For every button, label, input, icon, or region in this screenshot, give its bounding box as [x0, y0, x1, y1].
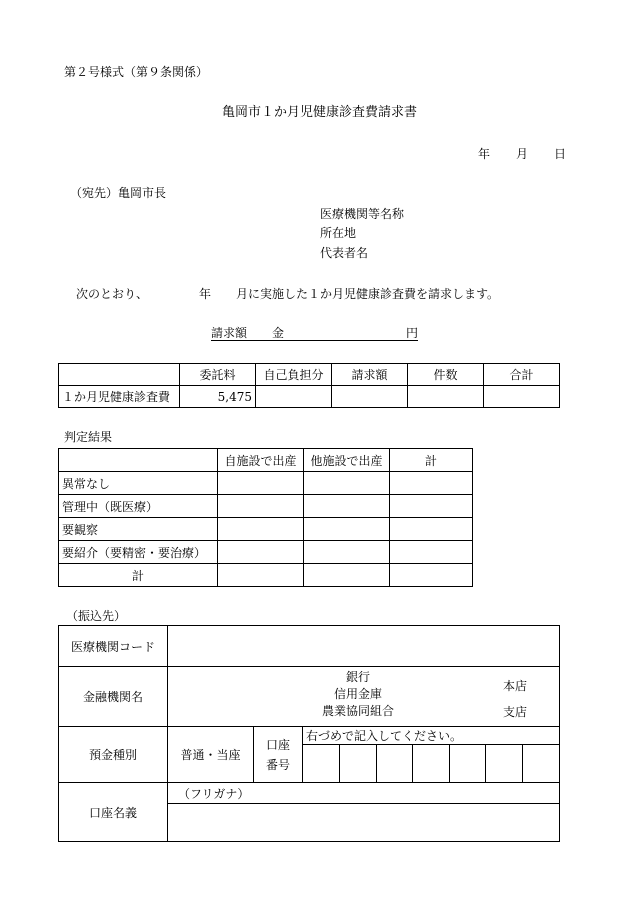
date-year: 年: [478, 147, 491, 161]
fee-total-cell[interactable]: [484, 386, 560, 408]
fee-header-commission: 委託料: [180, 364, 256, 386]
fee-commission-value: 5,475: [180, 386, 256, 408]
claim-kin: 金: [272, 326, 285, 340]
date-day: 日: [554, 147, 567, 161]
sender-address-label: 所在地: [320, 226, 357, 240]
deposit-type-label: 預金種別: [59, 727, 168, 783]
account-holder-field[interactable]: [168, 804, 560, 842]
account-digit-cell[interactable]: [450, 745, 486, 783]
judgment-cell[interactable]: [390, 495, 473, 518]
judgment-header-total: 計: [390, 449, 473, 472]
account-digit-cell[interactable]: [523, 745, 560, 783]
transfer-title: （振込先）: [66, 609, 127, 623]
institution-name-field[interactable]: [168, 667, 560, 727]
fee-header-self-pay: 自己負担分: [256, 364, 332, 386]
judgment-cell[interactable]: [390, 518, 473, 541]
document-title: 亀岡市１か月児健康診査費請求書: [222, 105, 418, 120]
statement-prefix: 次のとおり、: [76, 287, 149, 301]
account-digit-cell[interactable]: [303, 745, 340, 783]
judgment-cell[interactable]: [304, 495, 390, 518]
claim-amount-line: [211, 326, 418, 341]
judgment-header-blank: [59, 449, 218, 472]
judgment-title: 判定結果: [64, 430, 113, 444]
addressee: （宛先）亀岡市長: [70, 186, 167, 200]
account-number-label: [254, 727, 303, 783]
sender-name-label: 医療機関等名称: [320, 207, 405, 221]
bank-label: 銀行: [345, 670, 370, 684]
deposit-type-options[interactable]: 普通・当座: [168, 727, 254, 783]
form-label: 第２号様式（第９条関係）: [64, 65, 209, 79]
fee-claim-cell[interactable]: [332, 386, 408, 408]
branch-label: 支店: [503, 705, 528, 719]
account-label-line1: 口座: [265, 737, 290, 752]
judgment-cell[interactable]: [218, 518, 304, 541]
claim-label: 請求額: [211, 326, 248, 340]
institution-types: [318, 669, 398, 720]
statement-suffix: 月に実施した１か月児健康診査費を請求します。: [236, 287, 500, 301]
account-holder-label: 口座名義: [59, 783, 168, 842]
date-month: 月: [516, 147, 529, 161]
fee-header-count: 件数: [408, 364, 484, 386]
fee-table: [58, 363, 560, 408]
fee-header-blank: [59, 364, 180, 386]
claim-yen: 円: [406, 326, 419, 340]
judgment-cell[interactable]: [218, 564, 304, 587]
account-digit-cell[interactable]: [486, 745, 523, 783]
judgment-row-label: 要観察: [59, 518, 218, 541]
judgment-cell[interactable]: [218, 495, 304, 518]
judgment-cell[interactable]: [390, 472, 473, 495]
judgment-cell[interactable]: [304, 472, 390, 495]
institution-name-label: 金融機関名: [59, 667, 168, 727]
fee-header-claim: 請求額: [332, 364, 408, 386]
fee-self-pay-cell[interactable]: [256, 386, 332, 408]
transfer-table: [58, 625, 560, 842]
sender-representative-label: 代表者名: [320, 246, 369, 260]
judgment-cell[interactable]: [390, 541, 473, 564]
judgment-row-label: 異常なし: [59, 472, 218, 495]
account-digit-cell[interactable]: [413, 745, 450, 783]
judgment-header-other: 他施設で出産: [304, 449, 390, 472]
judgment-row-label: 管理中（既医療）: [59, 495, 218, 518]
judgment-table: [58, 448, 473, 587]
fee-count-cell[interactable]: [408, 386, 484, 408]
institution-code-label: 医療機関コード: [59, 626, 168, 667]
head-office-label: 本店: [503, 679, 528, 693]
judgment-cell[interactable]: [218, 472, 304, 495]
fee-header-total: 合計: [484, 364, 560, 386]
account-label-line2: 番号: [265, 757, 290, 772]
account-digit-cell[interactable]: [340, 745, 377, 783]
agri-coop-label: 農業協同組合: [321, 704, 394, 718]
credit-union-label: 信用金庫: [333, 687, 382, 701]
fee-row-label: １か月児健康診査費: [59, 386, 180, 408]
judgment-header-own: 自施設で出産: [218, 449, 304, 472]
account-digit-cell[interactable]: [377, 745, 413, 783]
judgment-cell[interactable]: [304, 541, 390, 564]
judgment-cell[interactable]: [304, 564, 390, 587]
institution-code-field[interactable]: [168, 626, 560, 667]
right-align-note: 右づめで記入してください。: [303, 727, 560, 745]
judgment-row-label: 計: [59, 564, 218, 587]
judgment-cell[interactable]: [390, 564, 473, 587]
judgment-cell[interactable]: [218, 541, 304, 564]
judgment-row-label: 要紹介（要精密・要治療）: [59, 541, 218, 564]
furigana-field[interactable]: （フリガナ）: [168, 783, 560, 804]
statement-year: 年: [199, 287, 212, 301]
judgment-cell[interactable]: [304, 518, 390, 541]
